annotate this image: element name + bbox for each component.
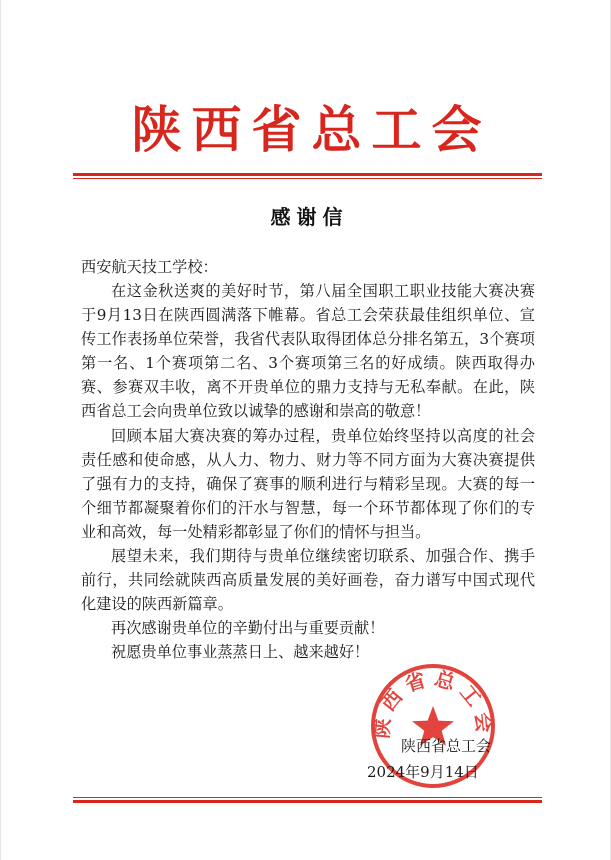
header-rule-thin: [73, 178, 542, 179]
paragraph-2: 回顾本届大赛决赛的筹办过程，贵单位始终坚持以高度的社会责任感和使命感，从人力、物力、财力等不同方面为大赛决赛提供了强有力的支持，确保了赛事的顺利进行与精彩呈现。大赛的每一个细节都凝聚着你们的汗水与智慧，每一个环节都体现了你们的专业和高效，每一处精彩都彰显了你们的情怀与担当。: [81, 426, 535, 541]
header-rule-thick: [73, 173, 542, 176]
letter-title: 感谢信: [270, 205, 349, 229]
footer-rule-thin: [73, 797, 542, 798]
paragraph-5: 祝愿贵单位事业蒸蒸日上、越来越好！: [111, 643, 370, 662]
signature: 陕西省总工会: [400, 737, 491, 755]
letter-body: [81, 279, 535, 665]
seal-text: 陕西省总工会: [369, 665, 497, 740]
organization-title: 陕西省总工会: [131, 100, 492, 159]
paragraph-4: 再次感谢贵单位的辛勤付出与重要贡献！: [111, 619, 385, 638]
salutation: 西安航天技工学校：: [81, 258, 218, 276]
footer-rule-thick: [73, 800, 542, 803]
paragraph-1: 在这金秋送爽的美好时节，第八届全国职工职业技能大赛决赛于9月13日在陕西圆满落下帷幕。省总工会荣获最佳组织单位、宣传工作表扬单位荣誉，我省代表队取得团体总分排名第五，3个赛项第一名、1个赛项第二名、3个赛项第三名的好成绩。陕西取得办赛、参赛双丰收，离不开贵单位的鼎力支持与无私奉献。在此，陕西省总工会向贵单位致以诚挚的感谢和崇高的敬意！: [81, 282, 535, 421]
paragraph-3: 展望未来，我们期待与贵单位继续密切联系、加强合作、携手前行，共同绘就陕西高质量发展的美好画卷，奋力谱写中国式现代化建设的陕西新篇章。: [81, 547, 535, 614]
signature-date: 2024年9月14日: [367, 763, 479, 781]
